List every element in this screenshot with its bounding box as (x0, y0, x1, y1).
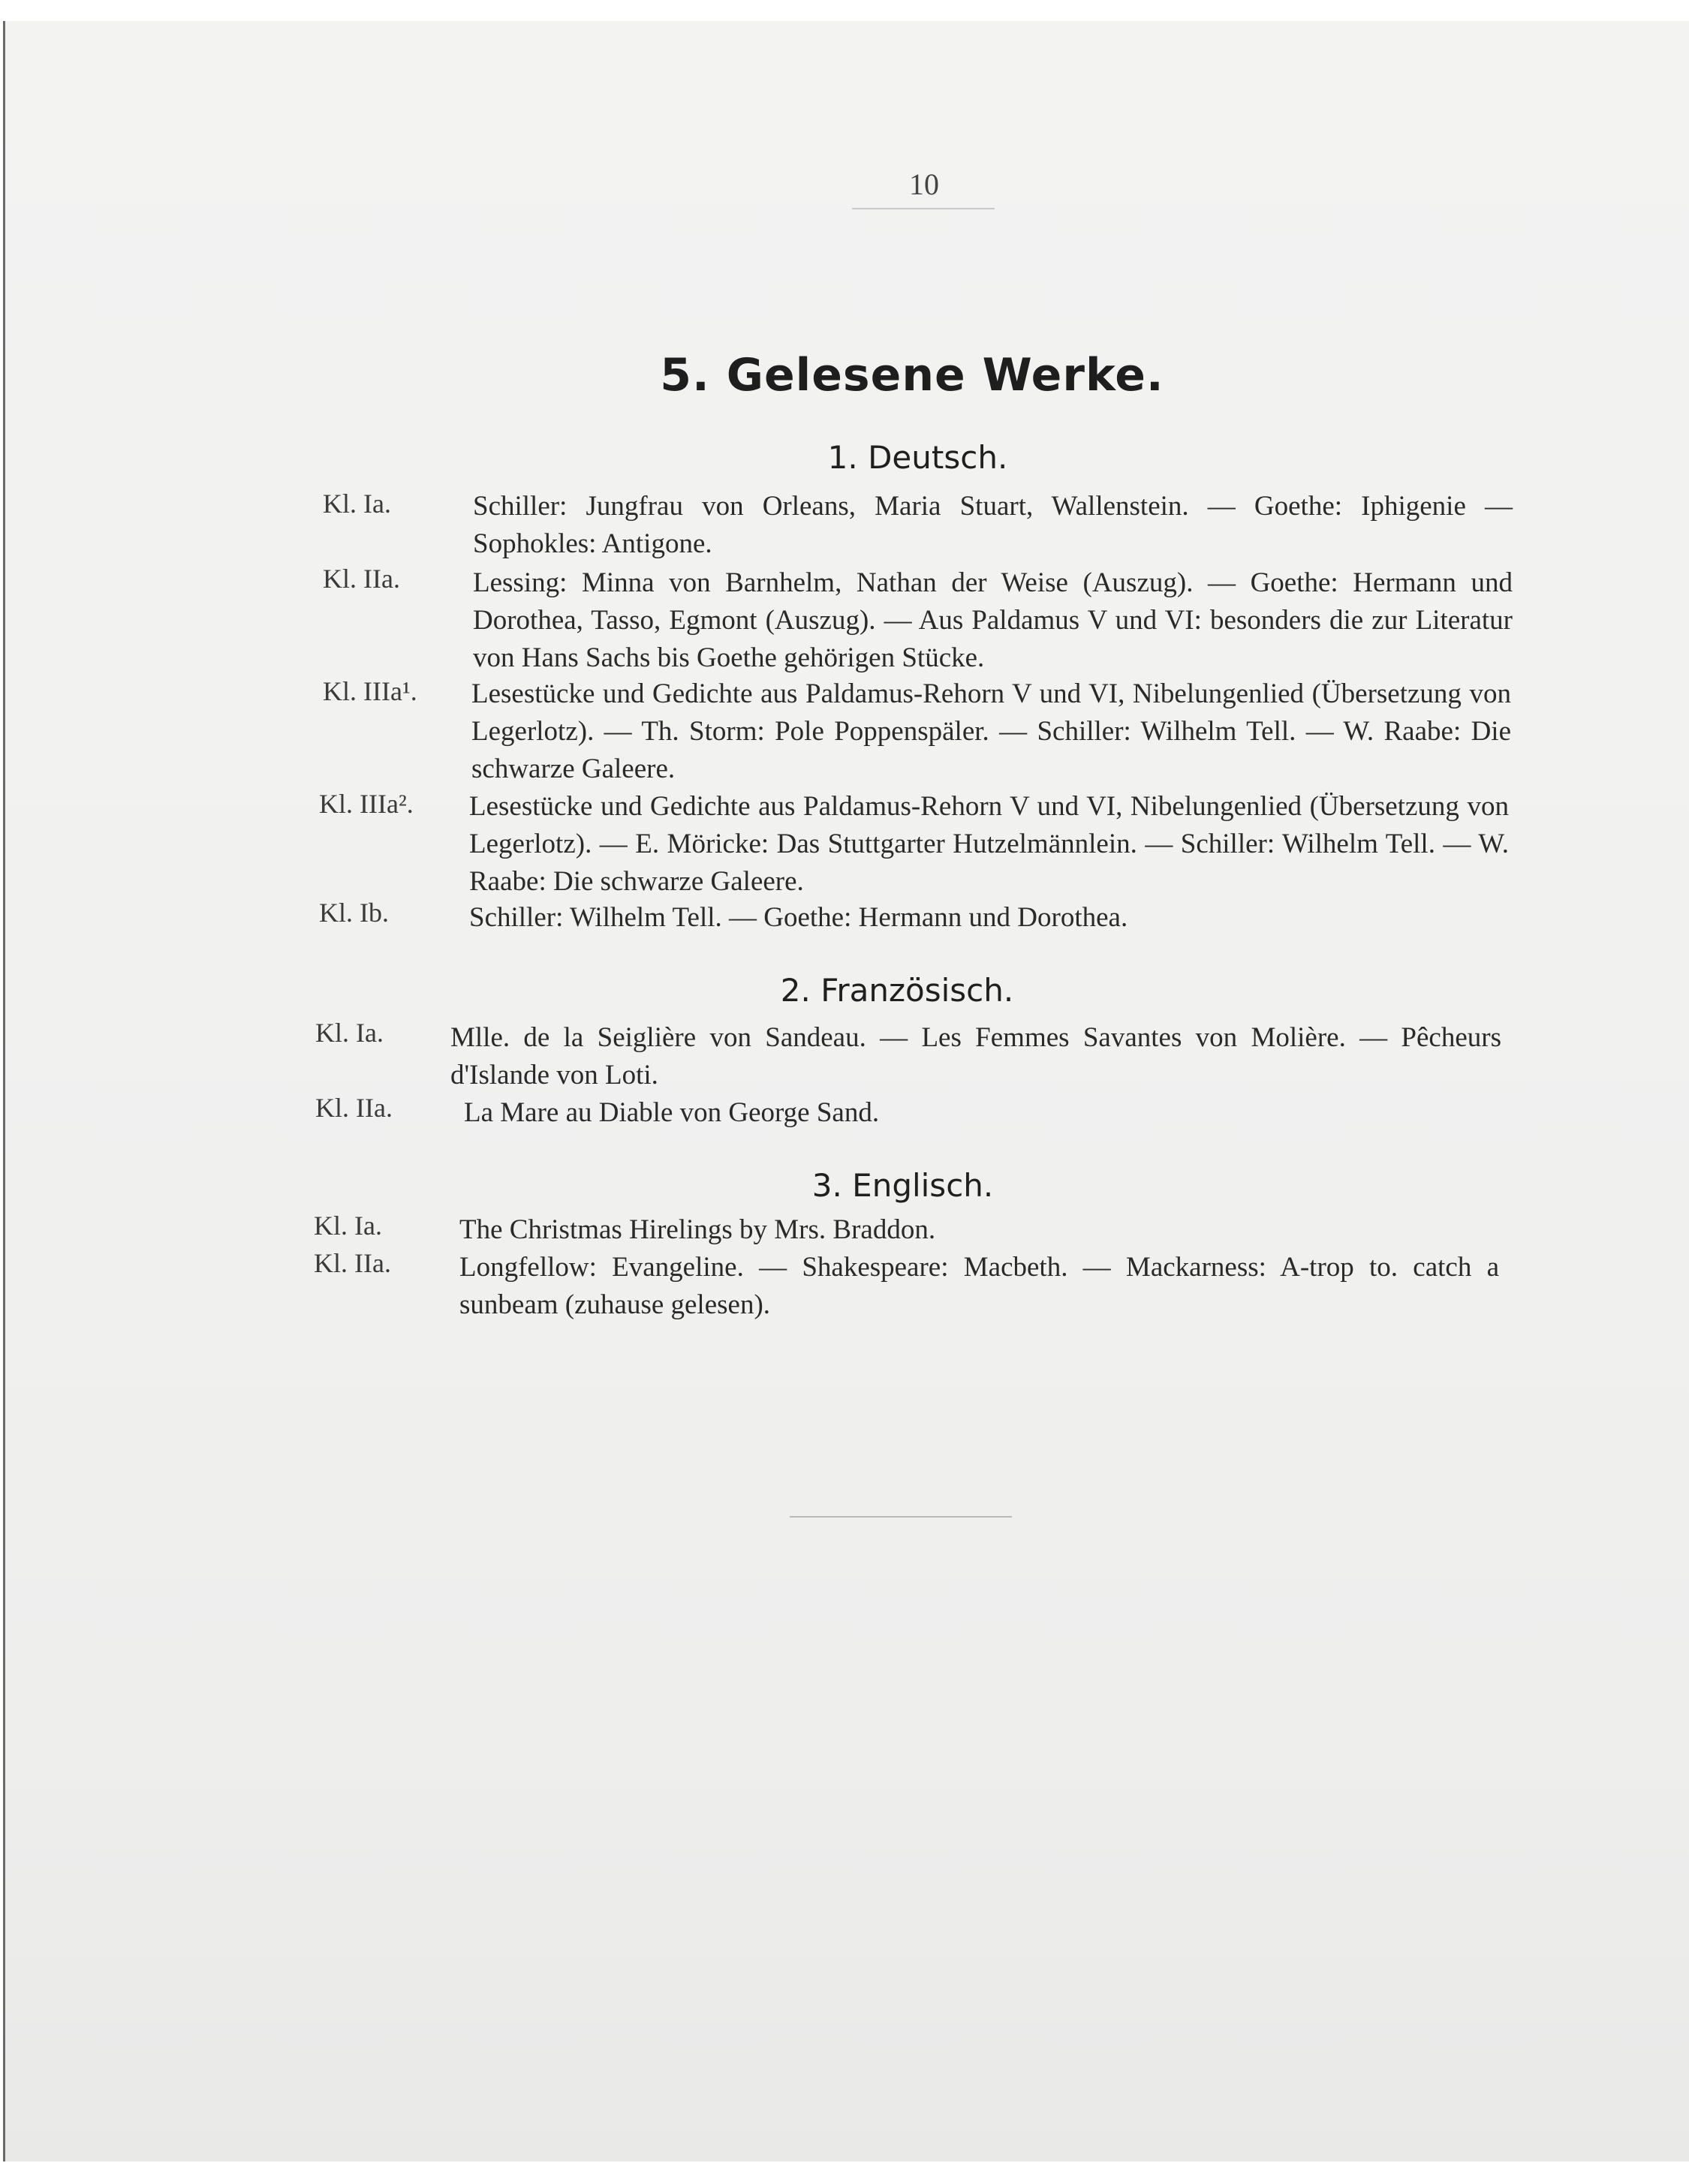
class-label: Kl. IIa. (314, 1248, 391, 1278)
works-text: Lesestücke und Gedichte aus Paldamus-Rehorn V und VI, Nibelungenlied (Übersetzung von Legerlotz). — E. Möricke: Das Stuttgarter Hutzelmännlein. — Schiller: Wilhelm Tell. — W. Raabe: Die schwarze Galeere. (469, 791, 1509, 897)
works-text: Lesestücke und Gedichte aus Paldamus-Rehorn V und VI, Nibelungenlied (Übersetzung von Legerlotz). — Th. Storm: Pole Poppenspäler. — Schiller: Wilhelm Tell. — W. Raabe: Die schwarze Galeere. (471, 678, 1511, 784)
works-text: La Mare au Diable von George Sand. (464, 1097, 880, 1128)
section-heading-englisch: 3. Englisch. (811, 1167, 994, 1204)
page-number: 10 (909, 167, 939, 201)
class-label: Kl. Ia. (315, 1018, 384, 1048)
class-label: Kl. IIIa². (319, 789, 414, 819)
class-label: Kl. IIIa¹. (323, 676, 417, 706)
class-label: Kl. Ib. (319, 898, 389, 928)
class-label: Kl. Ia. (314, 1211, 382, 1241)
works-text: Schiller: Wilhelm Tell. — Goethe: Hermann und Dorothea. (469, 902, 1128, 933)
page-title: 5. Gelesene Werke. (660, 349, 1164, 402)
class-label: Kl. IIa. (315, 1093, 393, 1123)
section-heading-deutsch: 1. Deutsch. (827, 439, 1008, 476)
works-text: Lessing: Minna von Barnhelm, Nathan der Weise (Auszug). — Goethe: Hermann und Dorothea, Tasso, Egmont (Auszug). — Aus Paldamus V und VI: besonders die zur Literatur von Hans Sachs bis Goethe gehörigen Stücke. (473, 567, 1513, 673)
class-label: Kl. Ia. (323, 489, 391, 519)
works-text: Longfellow: Evangeline. — Shakespeare: Macbeth. — Mackarness: A-trop to. catch a sunbeam (zuhause gelesen). (459, 1252, 1499, 1320)
class-label: Kl. IIa. (323, 564, 400, 594)
section-heading-franzoesisch: 2. Französisch. (780, 972, 1014, 1009)
works-text: Mlle. de la Seiglière von Sandeau. — Les Femmes Savantes von Molière. — Pêcheurs d'Islande von Loti. (450, 1022, 1501, 1090)
works-text: Schiller: Jungfrau von Orleans, Maria Stuart, Wallenstein. — Goethe: Iphigenie — Sophokles: Antigone. (473, 491, 1513, 559)
header-rule (852, 208, 995, 209)
closing-rule (790, 1516, 1012, 1518)
works-text: The Christmas Hirelings by Mrs. Braddon. (459, 1214, 936, 1245)
